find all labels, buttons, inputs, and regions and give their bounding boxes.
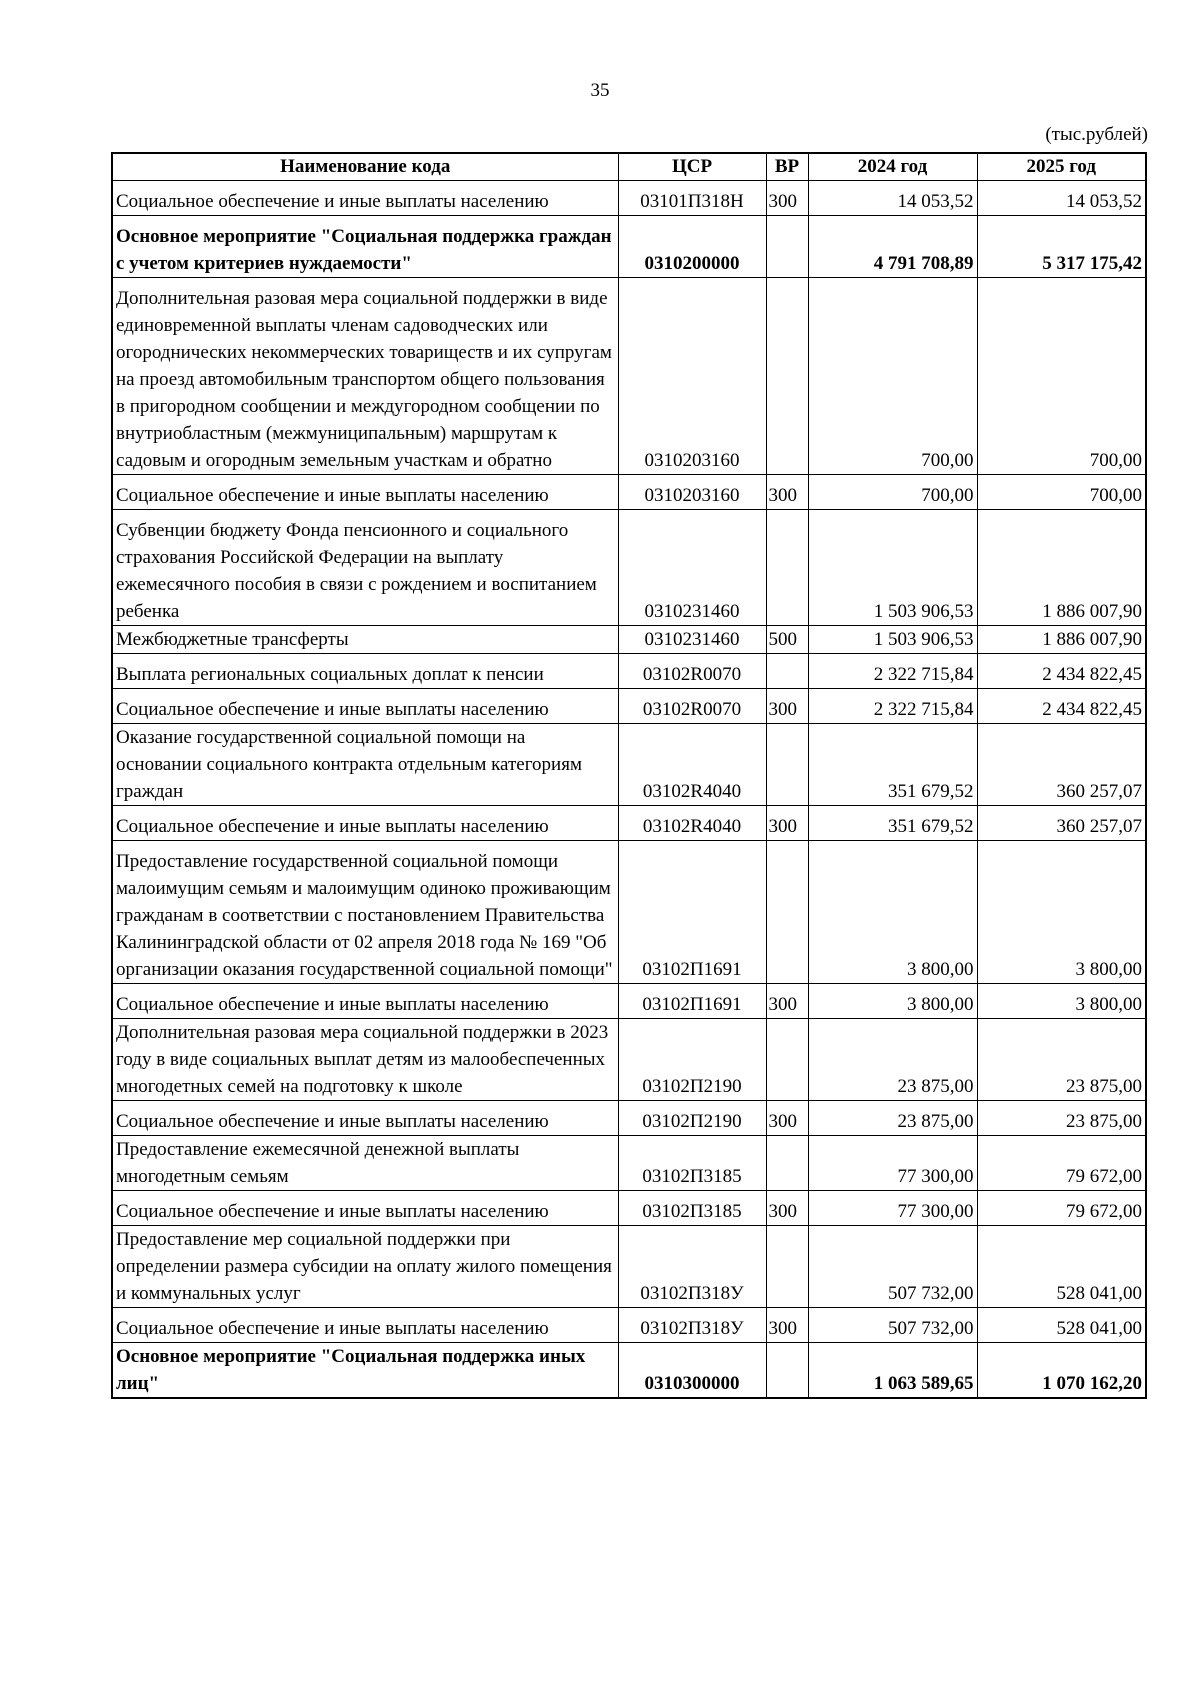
header-2025: 2025 год — [977, 153, 1146, 181]
row-name: Предоставление государственной социальной помощи малоимущим семьям и малоимущим одиноко проживающим гражданам в соответствии с постановлением Правительства Калининградской области от 02 апреля 2018 года № 169 "Об организации оказания государственной социальной помощи" — [112, 841, 618, 984]
row-2024: 4 791 708,89 — [808, 216, 977, 278]
row-2025: 700,00 — [977, 278, 1146, 475]
row-2025: 23 875,00 — [977, 1101, 1146, 1136]
row-csr: 03102R0070 — [618, 654, 766, 689]
header-name: Наименование кода — [112, 153, 618, 181]
row-vr — [766, 278, 808, 475]
row-csr: 03102П2190 — [618, 1019, 766, 1101]
row-2025: 23 875,00 — [977, 1019, 1146, 1101]
row-vr — [766, 1343, 808, 1399]
row-name: Социальное обеспечение и иные выплаты населению — [112, 806, 618, 841]
row-2025: 360 257,07 — [977, 806, 1146, 841]
row-name: Социальное обеспечение и иные выплаты населению — [112, 181, 618, 216]
row-csr: 0310203160 — [618, 475, 766, 510]
table-row — [112, 984, 1146, 1019]
table-row — [112, 1343, 1146, 1399]
header-vr: ВР — [766, 153, 808, 181]
row-2025: 3 800,00 — [977, 841, 1146, 984]
row-2024: 700,00 — [808, 475, 977, 510]
header-csr: ЦСР — [618, 153, 766, 181]
row-2024: 700,00 — [808, 278, 977, 475]
row-vr: 500 — [766, 626, 808, 654]
row-name: Социальное обеспечение и иные выплаты населению — [112, 984, 618, 1019]
row-2025: 700,00 — [977, 475, 1146, 510]
units-label: (тыс.рублей) — [1045, 124, 1148, 145]
row-vr: 300 — [766, 689, 808, 724]
row-csr: 03102П3185 — [618, 1191, 766, 1226]
row-name: Социальное обеспечение и иные выплаты населению — [112, 1308, 618, 1343]
row-vr — [766, 841, 808, 984]
row-vr: 300 — [766, 1191, 808, 1226]
row-2024: 1 063 589,65 — [808, 1343, 977, 1399]
row-csr: 03102П1691 — [618, 984, 766, 1019]
table-row — [112, 841, 1146, 984]
row-csr: 0310231460 — [618, 510, 766, 626]
row-csr: 0310200000 — [618, 216, 766, 278]
row-csr: 03102П2190 — [618, 1101, 766, 1136]
row-2024: 77 300,00 — [808, 1136, 977, 1191]
row-2024: 14 053,52 — [808, 181, 977, 216]
row-2024: 2 322 715,84 — [808, 654, 977, 689]
row-csr: 03102R4040 — [618, 724, 766, 806]
table-row — [112, 216, 1146, 278]
table-row — [112, 278, 1146, 475]
row-2024: 23 875,00 — [808, 1101, 977, 1136]
row-csr: 03102П318У — [618, 1226, 766, 1308]
row-vr — [766, 510, 808, 626]
row-name: Субвенции бюджету Фонда пенсионного и социального страхования Российской Федерации на выплату ежемесячного пособия в связи с рождением и воспитанием ребенка — [112, 510, 618, 626]
row-2025: 79 672,00 — [977, 1191, 1146, 1226]
page-number: 35 — [590, 80, 610, 101]
row-vr — [766, 654, 808, 689]
row-csr: 03102П318У — [618, 1308, 766, 1343]
row-vr: 300 — [766, 806, 808, 841]
table-row — [112, 1226, 1146, 1308]
row-csr: 0310231460 — [618, 626, 766, 654]
row-vr — [766, 216, 808, 278]
row-csr: 03102П3185 — [618, 1136, 766, 1191]
row-vr — [766, 1136, 808, 1191]
row-name: Социальное обеспечение и иные выплаты населению — [112, 1191, 618, 1226]
table-row — [112, 689, 1146, 724]
row-2024: 507 732,00 — [808, 1226, 977, 1308]
row-2025: 1 070 162,20 — [977, 1343, 1146, 1399]
table-row — [112, 654, 1146, 689]
row-2024: 507 732,00 — [808, 1308, 977, 1343]
row-name: Социальное обеспечение и иные выплаты населению — [112, 1101, 618, 1136]
row-name: Социальное обеспечение и иные выплаты населению — [112, 475, 618, 510]
row-2025: 1 886 007,90 — [977, 626, 1146, 654]
header-2024: 2024 год — [808, 153, 977, 181]
table-body — [112, 181, 1146, 1399]
row-name: Социальное обеспечение и иные выплаты населению — [112, 689, 618, 724]
table-row — [112, 806, 1146, 841]
row-name: Предоставление ежемесячной денежной выплаты многодетным семьям — [112, 1136, 618, 1191]
table-row — [112, 1019, 1146, 1101]
row-name: Дополнительная разовая мера социальной поддержки в 2023 году в виде социальных выплат детям из малообеспеченных многодетных семей на подготовку к школе — [112, 1019, 618, 1101]
row-vr: 300 — [766, 181, 808, 216]
row-2025: 360 257,07 — [977, 724, 1146, 806]
row-name: Межбюджетные трансферты — [112, 626, 618, 654]
row-2025: 14 053,52 — [977, 181, 1146, 216]
row-csr: 03101П318Н — [618, 181, 766, 216]
row-2024: 77 300,00 — [808, 1191, 977, 1226]
row-name: Оказание государственной социальной помощи на основании социального контракта отдельным категориям граждан — [112, 724, 618, 806]
table-row — [112, 1308, 1146, 1343]
row-2025: 79 672,00 — [977, 1136, 1146, 1191]
row-name: Предоставление мер социальной поддержки при определении размера субсидии на оплату жилого помещения и коммунальных услуг — [112, 1226, 618, 1308]
row-vr: 300 — [766, 475, 808, 510]
table-row — [112, 1101, 1146, 1136]
row-name: Выплата региональных социальных доплат к пенсии — [112, 654, 618, 689]
row-2025: 5 317 175,42 — [977, 216, 1146, 278]
table-row — [112, 1191, 1146, 1226]
row-2024: 351 679,52 — [808, 806, 977, 841]
row-csr: 0310300000 — [618, 1343, 766, 1399]
row-name: Основное мероприятие "Социальная поддержка иных лиц" — [112, 1343, 618, 1399]
row-vr — [766, 724, 808, 806]
table-header-row — [112, 153, 1146, 181]
row-2025: 1 886 007,90 — [977, 510, 1146, 626]
budget-table — [111, 152, 1147, 1399]
row-csr: 0310203160 — [618, 278, 766, 475]
row-2024: 3 800,00 — [808, 984, 977, 1019]
row-csr: 03102R0070 — [618, 689, 766, 724]
row-2025: 528 041,00 — [977, 1308, 1146, 1343]
row-2024: 1 503 906,53 — [808, 626, 977, 654]
table-row — [112, 475, 1146, 510]
table-row — [112, 626, 1146, 654]
row-csr: 03102П1691 — [618, 841, 766, 984]
row-2024: 3 800,00 — [808, 841, 977, 984]
table-row — [112, 724, 1146, 806]
table-row — [112, 510, 1146, 626]
row-name: Дополнительная разовая мера социальной поддержки в виде единовременной выплаты членам садоводческих или огороднических некоммерческих товариществ и их супругам на проезд автомобильным транспортом общего пользования в пригородном сообщении и междугородном сообщении по внутриобластным (межмуниципальным) маршрутам к садовым и огородным земельным участкам и обратно — [112, 278, 618, 475]
row-2024: 23 875,00 — [808, 1019, 977, 1101]
row-vr: 300 — [766, 984, 808, 1019]
row-2024: 351 679,52 — [808, 724, 977, 806]
table-row — [112, 181, 1146, 216]
row-csr: 03102R4040 — [618, 806, 766, 841]
row-2024: 1 503 906,53 — [808, 510, 977, 626]
row-2025: 528 041,00 — [977, 1226, 1146, 1308]
row-vr — [766, 1019, 808, 1101]
table-row — [112, 1136, 1146, 1191]
row-name: Основное мероприятие "Социальная поддержка граждан с учетом критериев нуждаемости" — [112, 216, 618, 278]
row-vr: 300 — [766, 1101, 808, 1136]
row-vr: 300 — [766, 1308, 808, 1343]
row-2025: 2 434 822,45 — [977, 689, 1146, 724]
row-2025: 2 434 822,45 — [977, 654, 1146, 689]
row-2025: 3 800,00 — [977, 984, 1146, 1019]
row-vr — [766, 1226, 808, 1308]
row-2024: 2 322 715,84 — [808, 689, 977, 724]
